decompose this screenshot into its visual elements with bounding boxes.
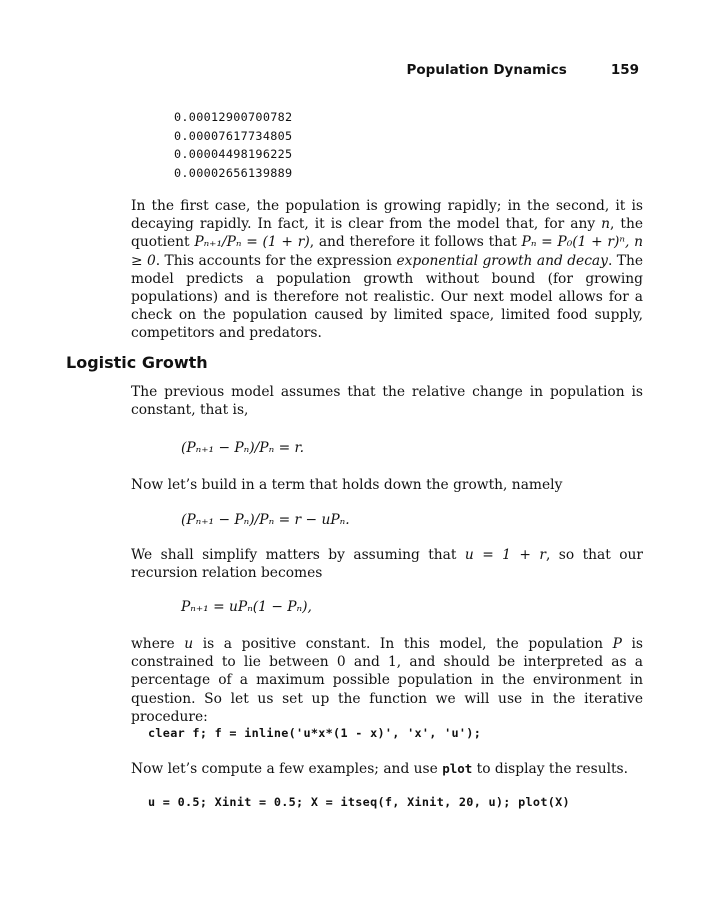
text-run: . This accounts for the expression — [155, 252, 397, 269]
emphasis-text: exponential growth and decay — [396, 252, 608, 269]
text-run: where — [131, 636, 185, 652]
output-line: 0.00002656139889 — [174, 165, 293, 180]
text-run: to display the results. — [472, 761, 629, 777]
inline-code: plot — [442, 761, 473, 776]
text-run: , so that our recursion relation becomes — [131, 547, 643, 582]
equation-limited-growth: (Pₙ₊₁ − Pₙ)/Pₙ = r − uPₙ. — [181, 512, 350, 528]
code-inline-function: clear f; f = inline('u*x*(1 - x)', 'x', 'u'); — [148, 726, 482, 740]
equation-relative-change: (Pₙ₊₁ − Pₙ)/Pₙ = r. — [181, 440, 304, 456]
math-formula: u = 1 + r — [464, 547, 546, 563]
output-line: 0.00012900700782 — [174, 110, 293, 124]
chapter-title: Population Dynamics — [406, 62, 567, 78]
text-run: , the quotient — [131, 216, 643, 251]
math-formula: Pₙ = P₀(1 + r)ⁿ, n ≥ 0 — [131, 234, 643, 269]
math-quotient: Pₙ₊₁/Pₙ = (1 + r) — [194, 234, 310, 251]
paragraph-constraint — [131, 635, 643, 726]
paragraph-exponential — [131, 197, 643, 343]
equation-logistic-recursion: Pₙ₊₁ = uPₙ(1 − Pₙ), — [181, 599, 312, 615]
math-var: P — [612, 636, 622, 652]
output-line: 0.00004498196225 — [174, 147, 293, 162]
text-run: Now let’s compute a few examples; and use — [131, 761, 443, 777]
text-run: We shall simplify matters by assuming that — [131, 547, 465, 563]
text-run: , and therefore it follows that — [309, 234, 522, 251]
paragraph-simplify — [131, 546, 643, 582]
paragraph-build-term: Now let’s build in a term that holds down the growth, namely — [131, 477, 563, 493]
code-itseq-plot: u = 0.5; Xinit = 0.5; X = itseq(f, Xinit, 20, u); plot(X) — [148, 795, 570, 809]
running-header — [407, 62, 640, 78]
math-var: n — [601, 216, 611, 233]
text-run: is constrained to lie between 0 and 1, and should be interpreted as a percentage of a maximum possible population in the environment in question. So let us set up the function we will use in the iterative procedure: — [131, 636, 643, 725]
text-run: is a positive constant. In this model, the population — [193, 636, 613, 652]
section-heading: Logistic Growth — [66, 353, 208, 372]
paragraph-previous-model: The previous model assumes that the relative change in population is constant, that is, — [131, 384, 643, 419]
text-run: In the first case, the population is growing rapidly; in the second, it is decaying rapidly. In fact, it is clear from the model that, for any — [131, 198, 643, 233]
numeric-output-block — [174, 108, 292, 182]
text-run: . The model predicts a population growth without bound (for growing populations) and is therefore not realistic. Our next model allows for a check on the population caused by limited space, limited food supply, competitors and predators. — [131, 252, 643, 342]
math-var: u — [184, 636, 194, 652]
paragraph-compute-examples — [131, 760, 643, 778]
page-number: 159 — [610, 62, 639, 78]
output-line: 0.00007617734805 — [174, 128, 293, 143]
